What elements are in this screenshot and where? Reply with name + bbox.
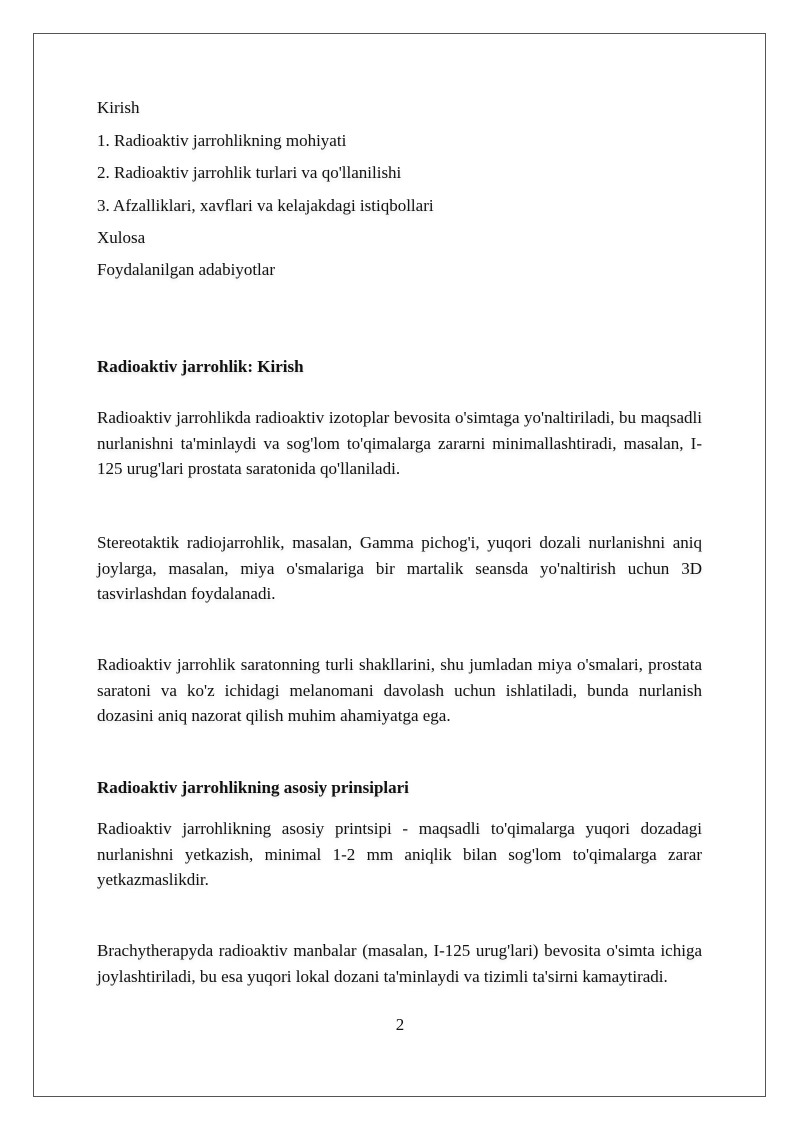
paragraph: Radioaktiv jarrohlikning asosiy printsipi - maqsadli to'qimalarga yuqori dozadagi nurlanishni yetkazish, minimal 1-2 mm aniqlik bilan sog'lom to'qimalarga zarar yetkazmaslikdir. [97, 819, 702, 889]
paragraph: Radioaktiv jarrohlik saratonning turli shakllarini, shu jumladan miya o'smalari, prostata saratoni va ko'z ichidagi melanomani davolash uchun ishlatiladi, bunda nurlanish dozasini aniq nazorat qilish muhim ahamiyatga ega. [97, 655, 702, 725]
section-heading-introduction: Radioaktiv jarrohlik: Kirish [97, 357, 304, 376]
toc-item-introduction: Kirish [97, 98, 140, 117]
paragraph: Stereotaktik radiojarrohlik, masalan, Gamma pichog'i, yuqori dozali nurlanishni aniq joylarga, masalan, miya o'smalariga bir martalik seansda yo'naltirish uchun 3D tasvirlashdan foydalanadi. [97, 533, 702, 603]
toc-item-conclusion: Xulosa [97, 228, 146, 247]
toc-item-references: Foydalanilgan adabiyotlar [97, 260, 275, 279]
page-number: 2 [395, 1015, 405, 1034]
toc-item-2: 2. Radioaktiv jarrohlik turlari va qo'llanilishi [97, 163, 402, 182]
section-heading-principles: Radioaktiv jarrohlikning asosiy prinsiplari [97, 778, 409, 797]
paragraph: Radioaktiv jarrohlikda radioaktiv izotoplar bevosita o'simtaga yo'naltiriladi, bu maqsadli nurlanishni ta'minlaydi va sog'lom to'qimalarga zararni minimallashtiradi, masalan, I-125 urug'lari prostata saratonida qo'llaniladi. [97, 408, 702, 478]
toc-item-1: 1. Radioaktiv jarrohlikning mohiyati [97, 131, 347, 150]
paragraph: Brachytherapyda radioaktiv manbalar (masalan, I-125 urug'lari) bevosita o'simta ichiga joylashtiriladi, bu esa yuqori lokal dozani ta'minlaydi va tizimli ta'sirni kamaytiradi. [97, 941, 702, 986]
toc-item-3: 3. Afzalliklari, xavflari va kelajakdagi istiqbollari [97, 196, 434, 215]
